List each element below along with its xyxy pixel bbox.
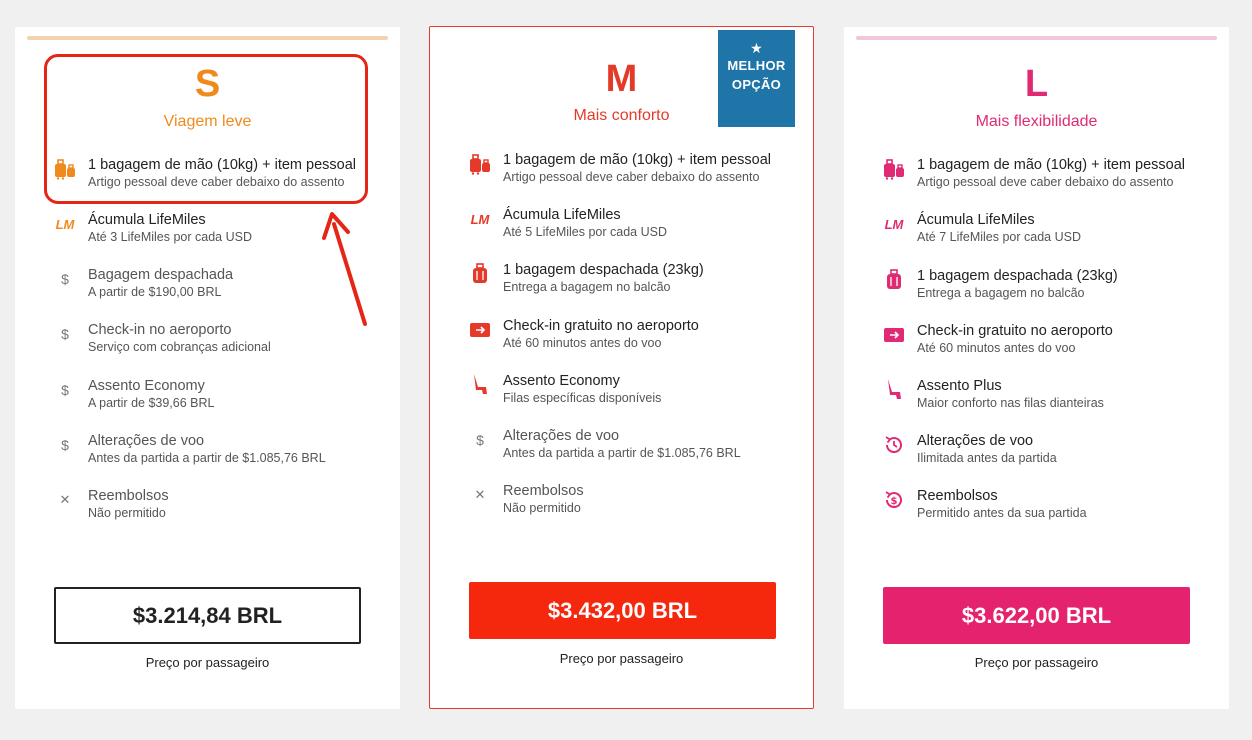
plan-card-l[interactable]: [844, 27, 1229, 709]
plan-letter: L: [1024, 63, 1049, 105]
feature-desc: Serviço com cobranças adicional: [88, 340, 271, 354]
feature-desc: Não permitido: [88, 506, 166, 520]
feature-lifemiles: [468, 206, 788, 241]
feature-seat: [882, 377, 1202, 412]
feature-desc: Entrega a bagagem no balcão: [503, 280, 671, 294]
feature-desc: Antes da partida a partir de $1.085,76 BRL: [503, 446, 741, 460]
feature-carry-on: [882, 156, 1202, 191]
seat-icon: [468, 373, 492, 397]
feature-title: Check-in no aeroporto: [88, 322, 232, 338]
feature-desc: Artigo pessoal deve caber debaixo do assento: [917, 175, 1174, 189]
plan-card-m[interactable]: [429, 26, 814, 709]
feature-title: Check-in gratuito no aeroporto: [503, 318, 699, 334]
luggage-icon: [468, 152, 492, 176]
price-note: Preço por passageiro: [974, 655, 1099, 670]
feature-title: Ácumula LifeMiles: [88, 212, 206, 228]
feature-desc: Ilimitada antes da partida: [917, 451, 1057, 465]
feature-desc: A partir de $190,00 BRL: [88, 285, 222, 299]
feature-title: Ácumula LifeMiles: [917, 212, 1035, 228]
price-note: Preço por passageiro: [145, 655, 270, 670]
feature-title: 1 bagagem de mão (10kg) + item pessoal: [88, 157, 357, 173]
best-option-badge: [718, 30, 795, 127]
feature-desc: Maior conforto nas filas dianteiras: [917, 396, 1104, 410]
plan-name: Mais flexibilidade: [975, 113, 1098, 130]
close-icon: ✕: [474, 487, 486, 502]
plan-name: Viagem leve: [163, 113, 252, 130]
dollar-icon: $: [61, 437, 69, 453]
feature-seat: [468, 372, 788, 407]
seat-icon: [882, 378, 906, 402]
feature-title: 1 bagagem de mão (10kg) + item pessoal: [917, 157, 1186, 173]
dollar-icon: $: [61, 326, 69, 342]
lifemiles-icon: LM: [470, 211, 490, 227]
feature-changes: [53, 432, 373, 467]
plan-letter: M: [605, 58, 638, 100]
price-button-m[interactable]: $3.432,00 BRL: [469, 582, 776, 639]
feature-title: 1 bagagem de mão (10kg) + item pessoal: [503, 152, 772, 168]
suitcase-icon: [468, 262, 492, 286]
plan-top-bar: [856, 36, 1217, 40]
feature-title: Reembolsos: [88, 488, 169, 504]
feature-title: Reembolsos: [503, 483, 584, 499]
suitcase-icon: [882, 268, 906, 292]
dollar-icon: $: [61, 382, 69, 398]
feature-title: Alterações de voo: [917, 433, 1034, 449]
feature-title: Reembolsos: [917, 488, 998, 504]
feature-desc: Artigo pessoal deve caber debaixo do assento: [88, 175, 345, 189]
plan-top-bar: [27, 36, 388, 40]
feature-carry-on: [468, 151, 788, 186]
lifemiles-icon: LM: [55, 216, 75, 232]
feature-title: 1 bagagem despachada (23kg): [917, 268, 1118, 284]
svg-text:$: $: [890, 496, 898, 507]
feature-desc: Até 3 LifeMiles por cada USD: [88, 230, 252, 244]
feature-title: 1 bagagem despachada (23kg): [503, 262, 704, 278]
feature-title: Assento Plus: [917, 378, 1002, 394]
feature-lifemiles: [882, 211, 1202, 246]
close-icon: ✕: [59, 492, 71, 507]
price-button-l[interactable]: $3.622,00 BRL: [883, 587, 1190, 644]
star-icon: ★: [750, 40, 763, 56]
annotation-highlight-box: [44, 54, 368, 204]
refund-icon: [882, 488, 906, 512]
boarding-pass-icon: [882, 323, 906, 347]
feature-title: Assento Economy: [88, 378, 205, 394]
plan-letter: S: [194, 63, 221, 105]
price-note: Preço por passageiro: [559, 651, 684, 666]
feature-desc: Até 60 minutos antes do voo: [503, 336, 662, 350]
price-button-s[interactable]: $3.214,84 BRL: [54, 587, 361, 644]
feature-desc: A partir de $39,66 BRL: [88, 396, 215, 410]
feature-desc: Até 7 LifeMiles por cada USD: [917, 230, 1081, 244]
feature-checkin: [882, 322, 1202, 357]
annotation-arrow-icon: [320, 210, 380, 330]
feature-desc: Artigo pessoal deve caber debaixo do assento: [503, 170, 760, 184]
feature-title: Alterações de voo: [503, 428, 620, 444]
feature-desc: Até 60 minutos antes do voo: [917, 341, 1076, 355]
feature-seat: [53, 377, 373, 412]
feature-refunds: [882, 487, 1202, 522]
feature-checked-bag: [468, 261, 788, 296]
boarding-pass-icon: [468, 318, 492, 342]
plan-name: Mais conforto: [573, 107, 670, 124]
feature-checked-bag: [882, 267, 1202, 302]
feature-title: Alterações de voo: [88, 433, 205, 449]
lifemiles-icon: LM: [884, 216, 904, 232]
feature-refunds: [53, 487, 373, 522]
dollar-icon: $: [61, 271, 69, 287]
luggage-icon: [882, 157, 906, 181]
dollar-icon: $: [476, 432, 484, 448]
badge-label: MELHOR OPÇÃO: [727, 58, 786, 92]
feature-changes: [882, 432, 1202, 467]
feature-title: Bagagem despachada: [88, 267, 234, 283]
feature-desc: Antes da partida a partir de $1.085,76 BRL: [88, 451, 326, 465]
feature-desc: Permitido antes da sua partida: [917, 506, 1087, 520]
feature-title: Assento Economy: [503, 373, 620, 389]
feature-desc: Filas específicas disponíveis: [503, 391, 662, 405]
feature-title: Check-in gratuito no aeroporto: [917, 323, 1113, 339]
feature-checkin: [468, 317, 788, 352]
feature-changes: [468, 427, 788, 462]
feature-refunds: [468, 482, 788, 517]
feature-desc: Entrega a bagagem no balcão: [917, 286, 1085, 300]
feature-desc: Até 5 LifeMiles por cada USD: [503, 225, 667, 239]
feature-desc: Não permitido: [503, 501, 581, 515]
feature-title: Ácumula LifeMiles: [503, 207, 621, 223]
clock-icon: [882, 433, 906, 457]
